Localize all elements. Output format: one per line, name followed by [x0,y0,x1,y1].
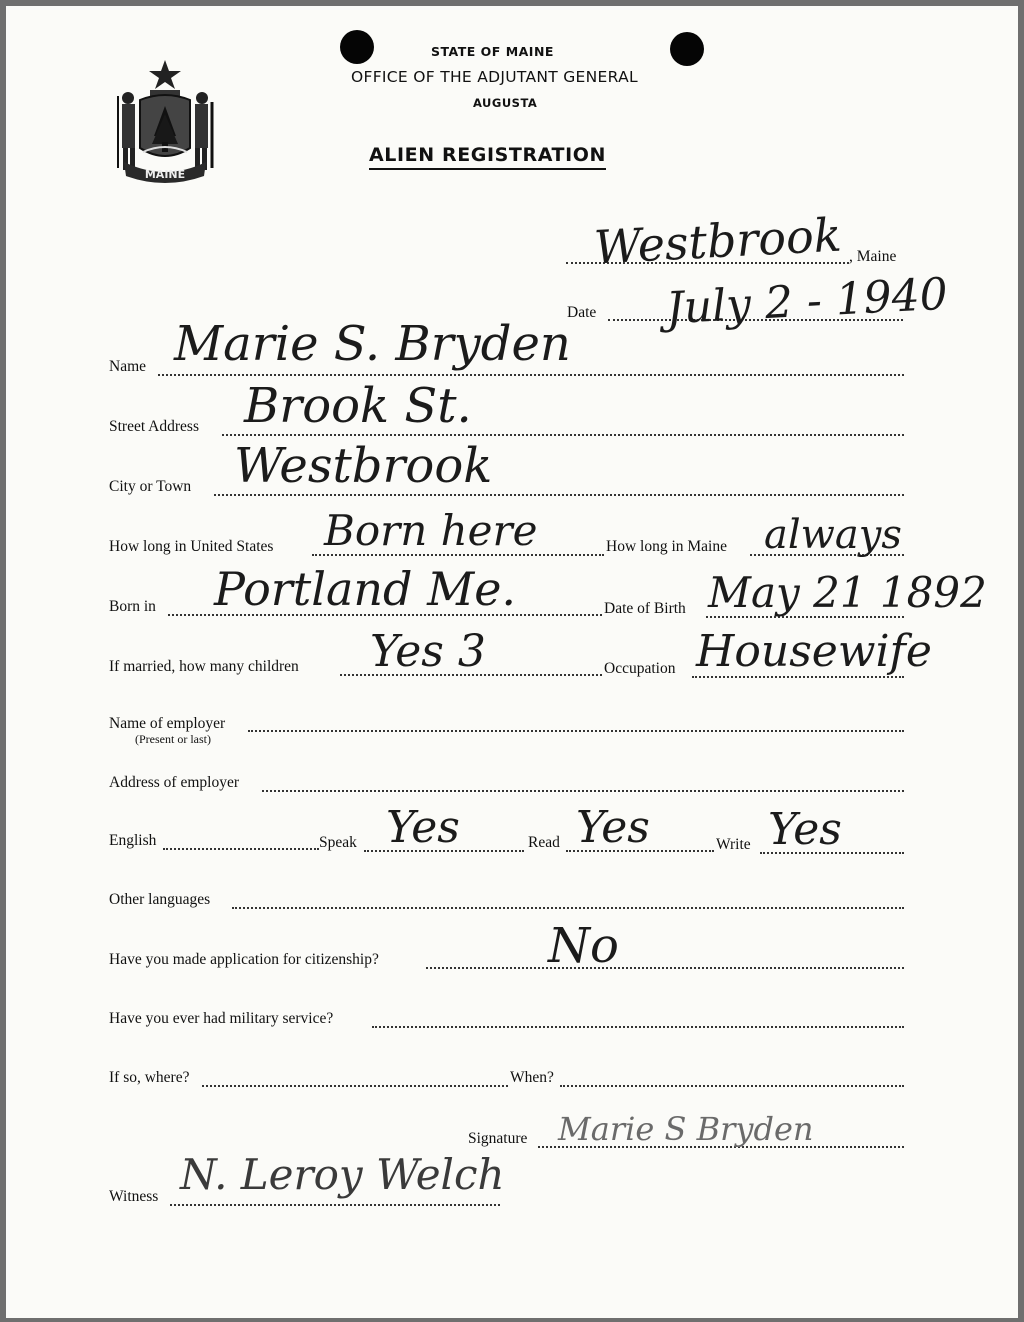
speak-label: Speak [319,834,357,851]
married-entry: Yes 3 [370,626,486,677]
other-languages-label: Other languages [109,891,211,908]
punch-hole-right [670,32,704,66]
place-entry: Westbrook [592,207,843,275]
read-label: Read [528,834,560,851]
occupation-label: Occupation [604,660,676,677]
born-entry: Portland Me. [214,562,517,616]
us-entry: Born here [324,506,538,555]
seal-text: MAINE [144,168,186,181]
citizenship-entry: No [548,918,619,974]
state-heading: STATE OF MAINE [431,44,554,59]
signature-label: Signature [468,1130,528,1147]
form-title: ALIEN REGISTRATION [369,144,606,170]
maine-entry: always [764,512,902,558]
street-entry: Brook St. [244,378,472,434]
maine-long-label: How long in Maine [606,538,727,555]
city-entry: Westbrook [234,438,493,494]
when-label: When? [510,1069,554,1086]
dob-entry: May 21 1892 [708,568,987,617]
date-entry: July 2 - 1940 [664,268,949,335]
write-label: Write [716,836,751,853]
witness-entry: N. Leroy Welch [180,1150,505,1199]
read-entry: Yes [576,802,650,853]
date-label: Date [567,304,597,321]
punch-hole-left [340,30,374,64]
occupation-entry: Housewife [696,626,932,677]
dob-label: Date of Birth [604,600,686,617]
office-heading: OFFICE OF THE ADJUTANT GENERAL [351,68,638,86]
write-entry: Yes [768,804,842,855]
maine-label: , Maine [849,248,897,265]
speak-entry: Yes [386,802,460,853]
street-label: Street Address [109,418,199,435]
english-label: English [109,832,157,849]
name-entry: Marie S. Bryden [174,316,571,372]
witness-label: Witness [109,1188,159,1205]
married-label: If married, how many children [109,658,299,675]
maine-state-seal [110,56,220,184]
name-label: Name [109,358,147,375]
city-heading: AUGUSTA [473,96,538,110]
signature-entry: Marie S Bryden [558,1110,814,1148]
registration-form-page [6,6,1018,1318]
born-label: Born in [109,598,156,615]
military-label: Have you ever had military service? [109,1010,334,1027]
employer-address-label: Address of employer [109,774,239,791]
citizenship-label: Have you made application for citizenship? [109,951,379,968]
where-label: If so, where? [109,1069,190,1086]
employer-label: Name of employer [109,715,226,732]
city-label: City or Town [109,478,192,495]
employer-sublabel: (Present or last) [135,732,211,746]
us-label: How long in United States [109,538,274,555]
